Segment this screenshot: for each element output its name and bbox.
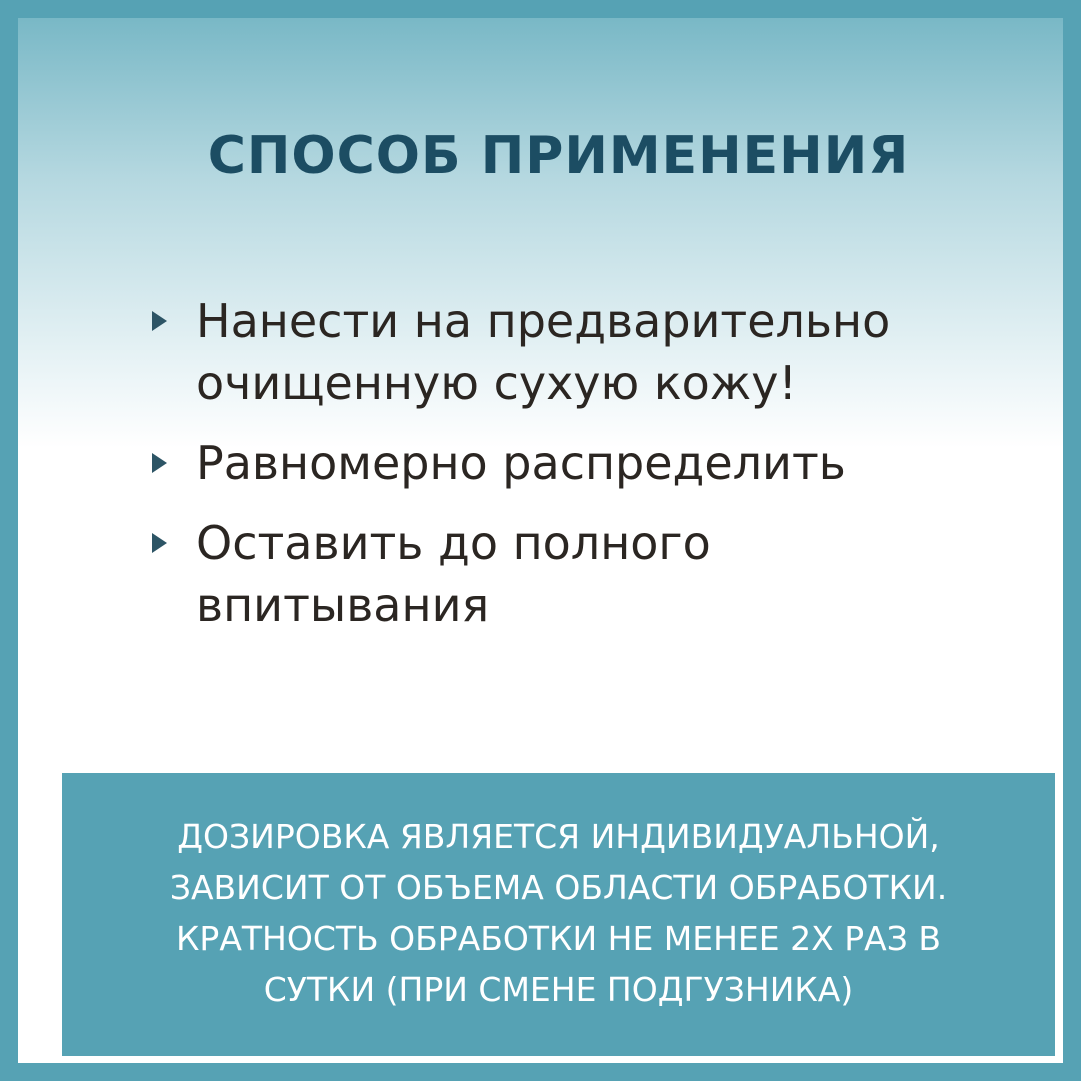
usage-step-line: впитывания: [196, 578, 490, 632]
usage-step-line: Равномерно распределить: [196, 436, 846, 490]
page-title: СПОСОБ ПРИМЕНЕНИЯ: [207, 126, 910, 186]
usage-step-line: Нанести на предварительно: [196, 294, 891, 348]
triangle-right-icon: [152, 311, 167, 331]
dosage-note-line: ДОЗИРОВКА ЯВЛЯЕТСЯ ИНДИВИДУАЛЬНОЙ,: [177, 817, 940, 856]
dosage-note-line: КРАТНОСТЬ ОБРАБОТКИ НЕ МЕНЕЕ 2Х РАЗ В: [176, 919, 941, 958]
usage-steps-list: [148, 290, 998, 654]
triangle-right-icon: [152, 453, 167, 473]
usage-step: [148, 512, 998, 636]
dosage-note-line: ЗАВИСИТ ОТ ОБЪЕМА ОБЛАСТИ ОБРАБОТКИ.: [169, 868, 948, 907]
usage-step-line: Оставить до полного: [196, 516, 711, 570]
dosage-note-line: СУТКИ (ПРИ СМЕНЕ ПОДГУЗНИКА): [263, 970, 854, 1009]
usage-step: [148, 432, 998, 494]
dosage-note-box: [62, 773, 1055, 1056]
usage-step-line: очищенную сухую кожу!: [196, 356, 797, 410]
usage-step: [148, 290, 998, 414]
triangle-right-icon: [152, 533, 167, 553]
